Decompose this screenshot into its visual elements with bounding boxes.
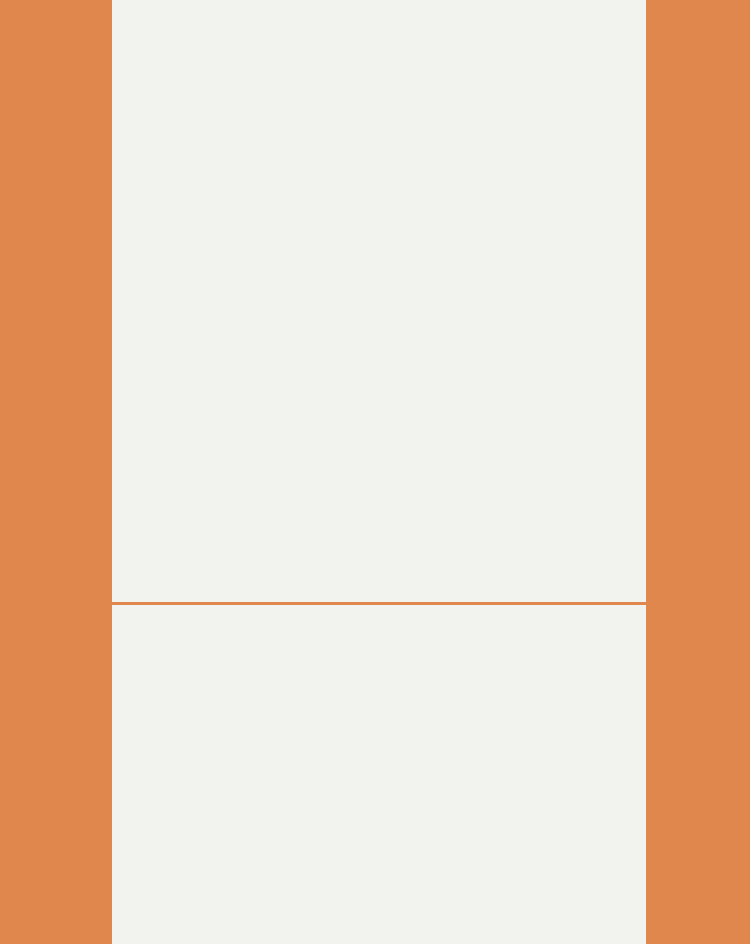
document-page-bottom bbox=[112, 605, 646, 944]
document-page-top bbox=[112, 0, 646, 602]
